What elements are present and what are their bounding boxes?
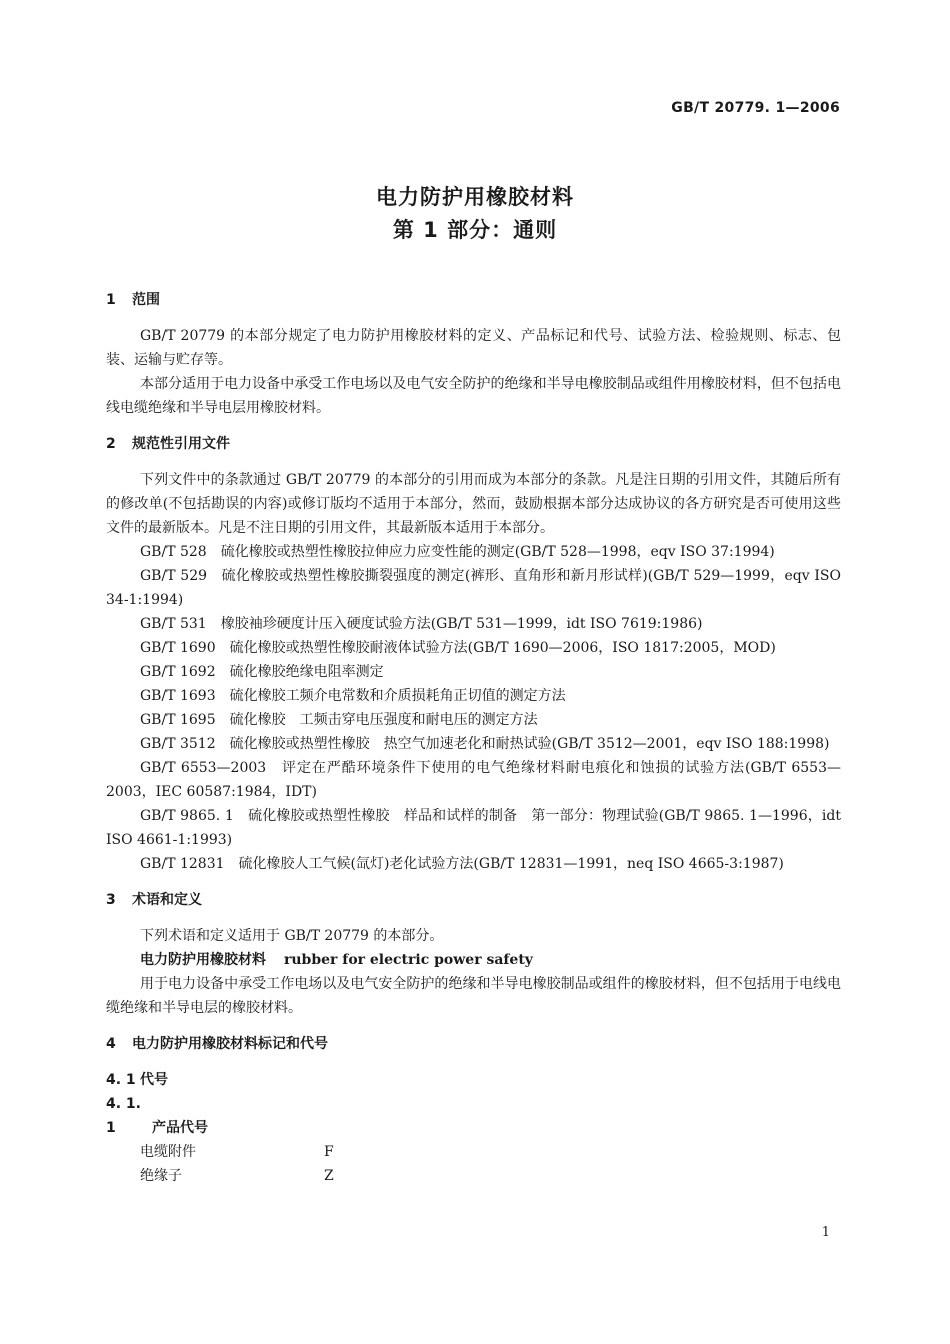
section-title: 规范性引用文件 — [132, 436, 230, 452]
reference-item: GB/T 9865. 1 硫化橡胶或热塑性橡胶 样品和试样的制备 第一部分：物理试验(GB/T 9865. 1—1996，idt ISO 4661-1:1993) — [106, 808, 841, 848]
subsection-4-1-1-heading — [106, 1092, 841, 1140]
term-chinese: 电力防护用橡胶材料 — [140, 952, 266, 968]
references-intro: 下列文件中的条款通过 GB/T 20779 的本部分的引用而成为本部分的条款。凡是注日期的引用文件，其随后所有的修改单(不包括勘误的内容)或修订版均不适用于本部分，然而，鼓励根据本部分达成协议的各方研究是否可使用这些文件的最新版本。凡是不注日期的引用文件，其最新版本适用于本部分。 — [106, 472, 841, 536]
subsection-number: 4. 1. 1 — [106, 1096, 141, 1136]
section-title: 术语和定义 — [132, 892, 202, 908]
section-number: 4 — [106, 1036, 116, 1052]
page-number: 1 — [821, 1225, 830, 1240]
reference-item: GB/T 1692 硫化橡胶绝缘电阻率测定 — [140, 664, 384, 680]
product-name: 绝缘子 — [140, 1168, 182, 1184]
reference-item: GB/T 528 硫化橡胶或热塑性橡胶拉伸应力应变性能的测定(GB/T 528—1998，eqv ISO 37:1994) — [140, 544, 775, 560]
subsection-4-1-heading — [106, 1068, 841, 1092]
section-2-heading — [106, 432, 841, 456]
section-3-heading — [106, 888, 841, 912]
document-body — [106, 288, 841, 1188]
reference-item: GB/T 529 硫化橡胶或热塑性橡胶撕裂强度的测定(裤形、直角形和新月形试样)(GB/T 529—1999，eqv ISO 34-1:1994) — [106, 568, 841, 608]
reference-item: GB/T 12831 硫化橡胶人工气候(氙灯)老化试验方法(GB/T 12831—1991，neq ISO 4665-3:1987) — [140, 856, 784, 872]
product-name: 电缆附件 — [140, 1144, 196, 1160]
product-code-row — [106, 1140, 841, 1164]
term-definition: 用于电力设备中承受工作电场以及电气安全防护的绝缘和半导电橡胶制品或组件的橡胶材料，但不包括用于电线电缆绝缘和半导电层的橡胶材料。 — [106, 976, 841, 1016]
section-number: 1 — [106, 292, 116, 308]
standard-code: GB/T 20779. 1—2006 — [671, 100, 840, 116]
terms-intro: 下列术语和定义适用于 GB/T 20779 的本部分。 — [140, 928, 444, 944]
subsection-title: 产品代号 — [152, 1120, 208, 1136]
subsection-title: 代号 — [140, 1072, 168, 1088]
scope-paragraph-1: GB/T 20779 的本部分规定了电力防护用橡胶材料的定义、产品标记和代号、试验方法、检验规则、标志、包装、运输与贮存等。 — [106, 328, 841, 368]
document-subtitle: 第 1 部分：通则 — [392, 218, 558, 242]
term-entry — [106, 948, 841, 972]
reference-item: GB/T 3512 硫化橡胶或热塑性橡胶 热空气加速老化和耐热试验(GB/T 3512—2001，eqv ISO 188:1998) — [140, 736, 830, 752]
section-4-heading — [106, 1032, 841, 1056]
reference-item: GB/T 6553—2003 评定在严酷环境条件下使用的电气绝缘材料耐电痕化和蚀损的试验方法(GB/T 6553—2003，IEC 60587:1984，IDT) — [106, 760, 841, 800]
reference-item: GB/T 1693 硫化橡胶工频介电常数和介质损耗角正切值的测定方法 — [140, 688, 566, 704]
scope-paragraph-2: 本部分适用于电力设备中承受工作电场以及电气安全防护的绝缘和半导电橡胶制品或组件用橡胶材料，但不包括电线电缆绝缘和半导电层用橡胶材料。 — [106, 376, 841, 416]
reference-item: GB/T 1690 硫化橡胶或热塑性橡胶耐液体试验方法(GB/T 1690—2006，ISO 1817:2005，MOD) — [140, 640, 776, 656]
section-title: 范围 — [132, 292, 160, 308]
document-title: 电力防护用橡胶材料 — [376, 185, 574, 209]
section-title: 电力防护用橡胶材料标记和代号 — [132, 1036, 328, 1052]
subsection-number: 4. 1 — [106, 1072, 136, 1088]
product-code: F — [324, 1144, 334, 1160]
section-number: 3 — [106, 892, 116, 908]
reference-item: GB/T 1695 硫化橡胶 工频击穿电压强度和耐电压的测定方法 — [140, 712, 538, 728]
product-code: Z — [324, 1168, 334, 1184]
product-code-row — [106, 1164, 841, 1188]
section-1-heading — [106, 288, 841, 312]
term-english: rubber for electric power safety — [284, 952, 533, 968]
section-number: 2 — [106, 436, 116, 452]
reference-item: GB/T 531 橡胶袖珍硬度计压入硬度试验方法(GB/T 531—1999，idt ISO 7619:1986) — [140, 616, 703, 632]
